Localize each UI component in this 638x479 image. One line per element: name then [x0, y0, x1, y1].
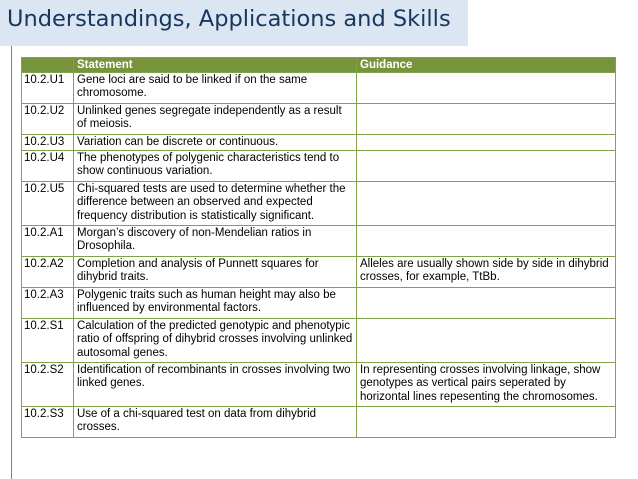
row-code: 10.2.U5	[22, 182, 74, 226]
header-statement: Statement	[74, 58, 357, 73]
table-row	[22, 226, 616, 257]
table-row	[22, 73, 616, 104]
spec-table	[21, 57, 616, 438]
table-row	[22, 135, 616, 151]
row-guidance	[357, 151, 616, 182]
row-guidance	[357, 319, 616, 363]
row-statement: Polygenic traits such as human height may also be influenced by environmental factors.	[74, 288, 357, 319]
row-code: 10.2.S3	[22, 407, 74, 438]
row-guidance	[357, 407, 616, 438]
row-statement: Gene loci are said to be linked if on the same chromosome.	[74, 73, 357, 104]
table-row	[22, 288, 616, 319]
row-guidance	[357, 135, 616, 151]
row-guidance: In representing crosses involving linkage, show genotypes as vertical pairs seperated by horizontal lines repesenting the chromosomes.	[357, 363, 616, 407]
row-code: 10.2.S1	[22, 319, 74, 363]
row-statement: Use of a chi-squared test on data from dihybrid crosses.	[74, 407, 357, 438]
row-code: 10.2.S2	[22, 363, 74, 407]
table-header-row	[22, 58, 616, 73]
table-row	[22, 104, 616, 135]
slide-title-band	[0, 0, 468, 46]
row-statement: Identification of recombinants in crosses involving two linked genes.	[74, 363, 357, 407]
row-statement: Variation can be discrete or continuous.	[74, 135, 357, 151]
row-code: 10.2.A3	[22, 288, 74, 319]
table-row	[22, 182, 616, 226]
row-guidance	[357, 288, 616, 319]
row-guidance	[357, 182, 616, 226]
left-rule-divider	[11, 46, 12, 479]
row-statement: The phenotypes of polygenic characteristics tend to show continuous variation.	[74, 151, 357, 182]
row-statement: Unlinked genes segregate independently as a result of meiosis.	[74, 104, 357, 135]
table-row	[22, 363, 616, 407]
row-code: 10.2.U3	[22, 135, 74, 151]
table-row	[22, 407, 616, 438]
row-code: 10.2.U4	[22, 151, 74, 182]
row-code: 10.2.A1	[22, 226, 74, 257]
slide-title: Understandings, Applications and Skills	[7, 6, 451, 32]
row-statement: Chi-squared tests are used to determine whether the difference between an observed and expected frequency distribution is statistically significant.	[74, 182, 357, 226]
table-row	[22, 151, 616, 182]
row-guidance	[357, 73, 616, 104]
header-guidance: Guidance	[357, 58, 616, 73]
row-guidance: Alleles are usually shown side by side in dihybrid crosses, for example, TtBb.	[357, 257, 616, 288]
row-code: 10.2.U1	[22, 73, 74, 104]
row-code: 10.2.U2	[22, 104, 74, 135]
table-row	[22, 319, 616, 363]
row-guidance	[357, 104, 616, 135]
row-statement: Completion and analysis of Punnett squares for dihybrid traits.	[74, 257, 357, 288]
row-statement: Morgan’s discovery of non-Mendelian ratios in Drosophila.	[74, 226, 357, 257]
row-guidance	[357, 226, 616, 257]
row-statement: Calculation of the predicted genotypic and phenotypic ratio of offspring of dihybrid crosses involving unlinked autosomal genes.	[74, 319, 357, 363]
row-code: 10.2.A2	[22, 257, 74, 288]
header-code	[22, 58, 74, 73]
table-row	[22, 257, 616, 288]
